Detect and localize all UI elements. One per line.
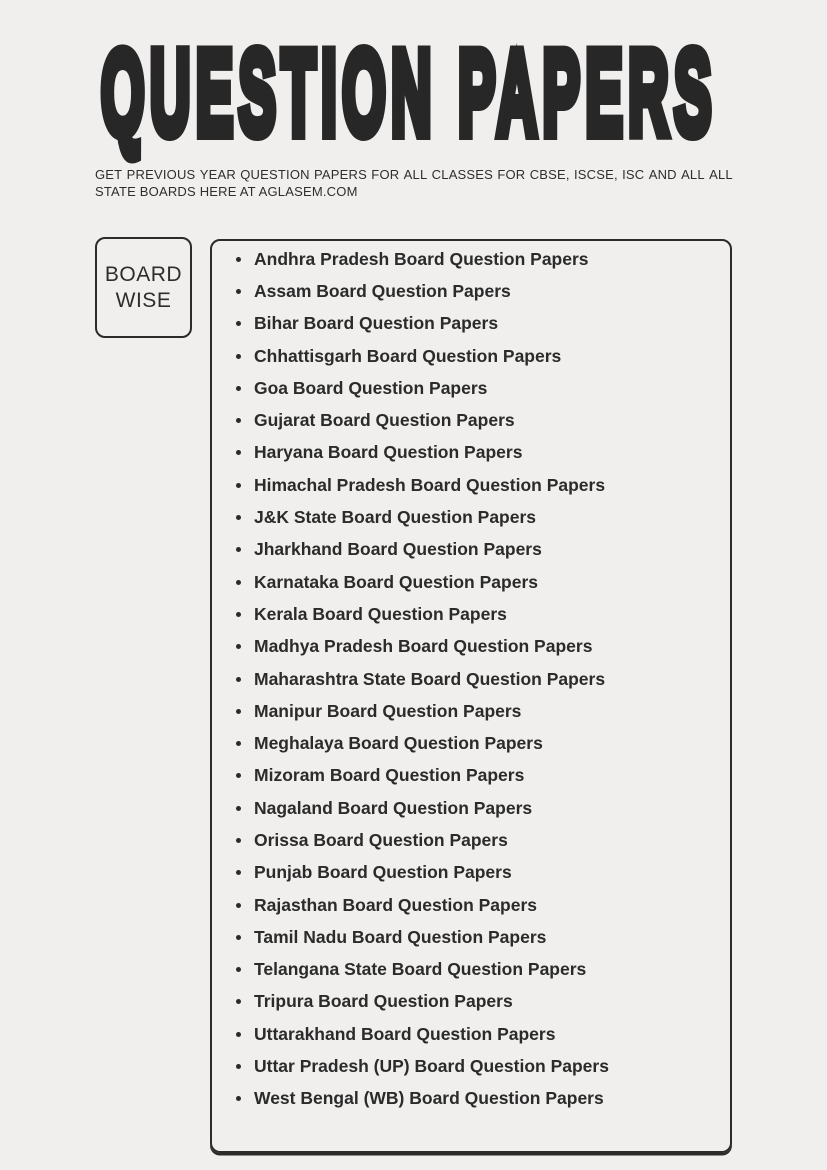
list-item-label: Assam Board Question Papers [254, 280, 511, 301]
list-item-label: Karnataka Board Question Papers [254, 571, 538, 592]
list-item[interactable] [236, 921, 718, 953]
list-item[interactable] [236, 857, 718, 889]
bullet-icon [236, 903, 241, 908]
list-item-label: Andhra Pradesh Board Question Papers [254, 248, 589, 269]
bullet-icon [236, 1064, 241, 1069]
list-item-label: J&K State Board Question Papers [254, 507, 537, 528]
list-item-label: Gujarat Board Question Papers [254, 410, 515, 431]
list-item[interactable] [236, 566, 718, 598]
list-item-label: Himachal Pradesh Board Question Papers [254, 474, 606, 495]
list-item-label: Meghalaya Board Question Papers [254, 733, 543, 754]
list-item[interactable] [236, 437, 718, 469]
list-item[interactable] [236, 598, 718, 630]
list-item[interactable] [236, 275, 718, 307]
bullet-icon [236, 838, 241, 843]
list-item[interactable] [236, 889, 718, 921]
list-item-label: Rajasthan Board Question Papers [254, 894, 537, 915]
list-item-label: Tripura Board Question Papers [254, 991, 513, 1012]
subtitle [95, 167, 733, 200]
bullet-icon [236, 612, 241, 617]
bullet-icon [236, 289, 241, 294]
list-item-label: Manipur Board Question Papers [254, 700, 522, 721]
list-item-label: Telangana State Board Question Papers [254, 959, 587, 980]
bullet-icon [236, 321, 241, 326]
list-item[interactable] [236, 792, 718, 824]
subtitle-line-2: STATE BOARDS HERE AT AGLASEM.COM [95, 184, 358, 199]
list-item[interactable] [236, 760, 718, 792]
list-item-label: Punjab Board Question Papers [254, 862, 512, 883]
bullet-icon [236, 450, 241, 455]
list-item-label: Goa Board Question Papers [254, 377, 488, 398]
bullet-icon [236, 580, 241, 585]
list-item-label: Uttarakhand Board Question Papers [254, 1023, 556, 1044]
bullet-icon [236, 1032, 241, 1037]
bullet-icon [236, 773, 241, 778]
list-item-label: West Bengal (WB) Board Question Papers [254, 1088, 604, 1109]
list-item[interactable] [236, 663, 718, 695]
board-wise-label-line1: BOARD [104, 262, 183, 286]
board-wise-label-line2: WISE [115, 288, 172, 312]
list-item-label: Madhya Pradesh Board Question Papers [254, 636, 593, 657]
bullet-icon [236, 741, 241, 746]
bullet-icon [236, 644, 241, 649]
bullet-icon [236, 806, 241, 811]
board-list-panel [210, 239, 732, 1153]
list-item[interactable] [236, 695, 718, 727]
bullet-icon [236, 354, 241, 359]
list-item-label: Haryana Board Question Papers [254, 442, 523, 463]
list-item[interactable] [236, 1050, 718, 1082]
list-item[interactable] [236, 534, 718, 566]
page-title: QUESTION PAPERS [101, 27, 717, 161]
list-item[interactable] [236, 469, 718, 501]
list-item-label: Jharkhand Board Question Papers [254, 539, 542, 560]
list-item[interactable] [236, 404, 718, 436]
bullet-icon [236, 418, 241, 423]
list-item-label: Chhattisgarh Board Question Papers [254, 345, 562, 366]
bullet-icon [236, 999, 241, 1004]
list-item[interactable] [236, 1018, 718, 1050]
list-item[interactable] [236, 986, 718, 1018]
list-item-label: Maharashtra State Board Question Papers [254, 668, 606, 689]
bullet-icon [236, 483, 241, 488]
list-item[interactable] [236, 727, 718, 759]
list-item-label: Tamil Nadu Board Question Papers [254, 926, 547, 947]
bullet-icon [236, 257, 241, 262]
list-item[interactable] [236, 501, 718, 533]
board-wise-badge[interactable] [95, 237, 192, 338]
list-item-label: Nagaland Board Question Papers [254, 797, 533, 818]
bullet-icon [236, 386, 241, 391]
list-item[interactable] [236, 372, 718, 404]
bullet-icon [236, 1096, 241, 1101]
list-item-label: Bihar Board Question Papers [254, 313, 499, 334]
list-item[interactable] [236, 243, 718, 275]
list-item[interactable] [236, 1083, 718, 1115]
bullet-icon [236, 935, 241, 940]
board-list [212, 241, 730, 1115]
bullet-icon [236, 547, 241, 552]
list-item[interactable] [236, 631, 718, 663]
list-item-label: Orissa Board Question Papers [254, 829, 508, 850]
list-item[interactable] [236, 308, 718, 340]
list-item-label: Kerala Board Question Papers [254, 603, 507, 624]
subtitle-line-1: GET PREVIOUS YEAR QUESTION PAPERS FOR ALL CLASSES FOR CBSE, ISCSE, ISC AND ALL ALL [95, 167, 733, 182]
list-item-label: Mizoram Board Question Papers [254, 765, 525, 786]
list-item-label: Uttar Pradesh (UP) Board Question Papers [254, 1056, 609, 1077]
list-item[interactable] [236, 954, 718, 986]
bullet-icon [236, 515, 241, 520]
bullet-icon [236, 677, 241, 682]
bullet-icon [236, 709, 241, 714]
bullet-icon [236, 967, 241, 972]
list-item[interactable] [236, 340, 718, 372]
bullet-icon [236, 870, 241, 875]
list-item[interactable] [236, 824, 718, 856]
